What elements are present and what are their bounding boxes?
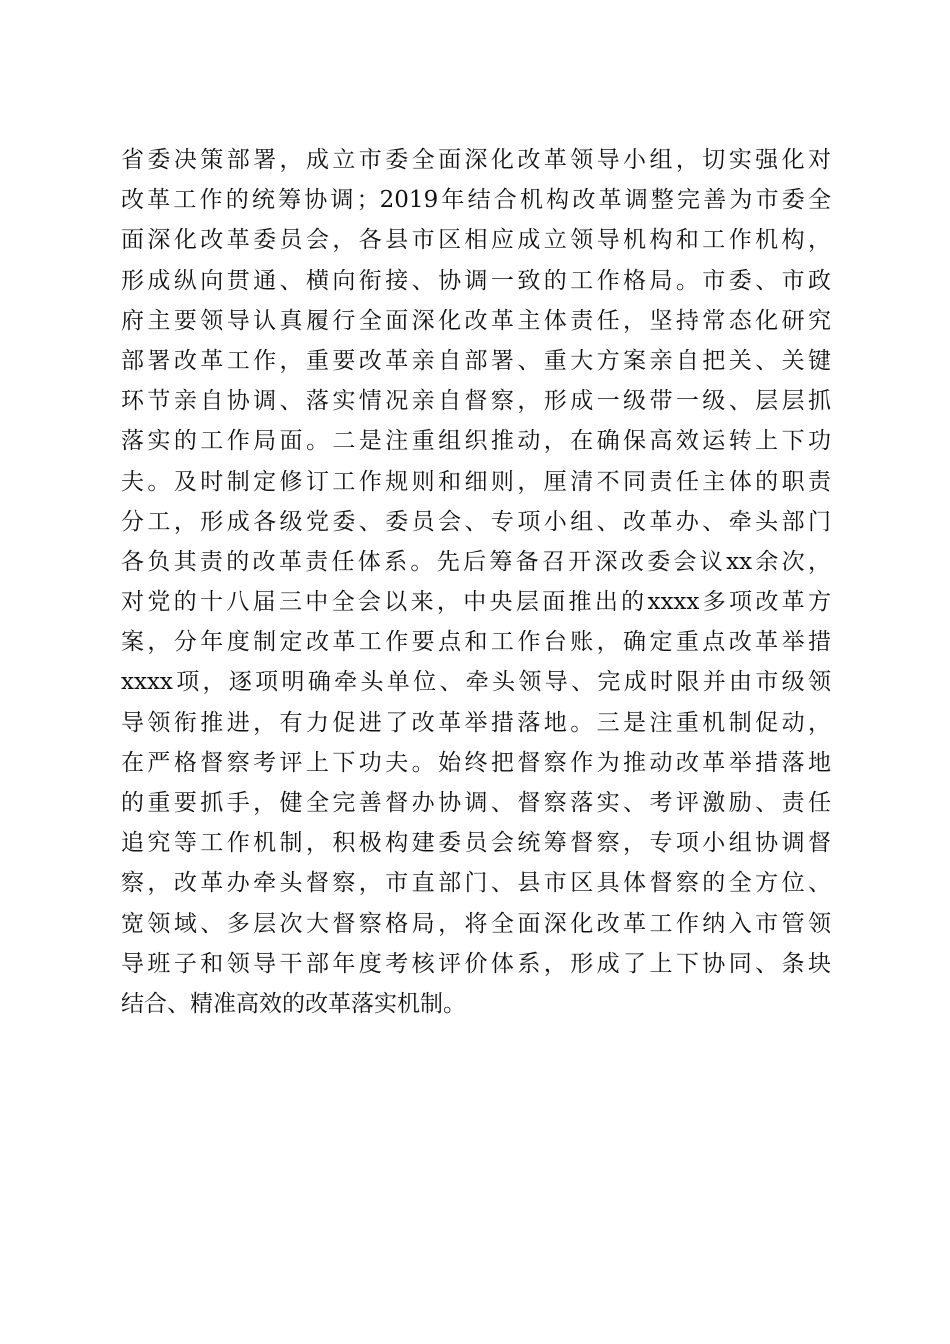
text-line: 落实的工作局面。二是注重组织推动，在确保高效运转上下功: [121, 428, 831, 455]
text-line: 分工，形成各级党委、委员会、专项小组、改革办、牵头部门: [121, 508, 831, 535]
text-line: 导领衔推进，有力促进了改革举措落地。三是注重机制促动，: [121, 709, 831, 736]
text-line: 在严格督察考评上下功夫。始终把督察作为推动改革举措落地: [121, 749, 831, 776]
text-line: 各负其责的改革责任体系。先后筹备召开深改委会议xx余次，: [121, 548, 831, 575]
text-line: 察，改革办牵头督察，市直部门、县市区具体督察的全方位、: [121, 870, 831, 897]
text-line: 结合、精准高效的改革落实机制。: [121, 990, 466, 1017]
text-line: xxxx项，逐项明确牵头单位、牵头领导、完成时限并由市级领: [121, 669, 831, 696]
text-line: 追究等工作机制，积极构建委员会统筹督察，专项小组协调督: [121, 830, 831, 857]
text-line: 宽领域、多层次大督察格局，将全面深化改革工作纳入市管领: [121, 910, 831, 937]
text-line: 部署改革工作，重要改革亲自部署、重大方案亲自把关、关键: [121, 347, 831, 374]
text-line: 夫。及时制定修订工作规则和细则，厘清不同责任主体的职责: [121, 468, 831, 495]
text-line: 改革工作的统筹协调；2019年结合机构改革调整完善为市委全: [121, 187, 831, 214]
text-line: 府主要领导认真履行全面深化改革主体责任，坚持常态化研究: [121, 307, 831, 334]
text-line: 面深化改革委员会，各县市区相应成立领导机构和工作机构，: [121, 227, 831, 254]
text-line: 形成纵向贯通、横向衔接、协调一致的工作格局。市委、市政: [121, 267, 831, 294]
text-line: 案，分年度制定改革工作要点和工作台账，确定重点改革举措: [121, 629, 831, 656]
text-line: 对党的十八届三中全会以来，中央层面推出的xxxx多项改革方: [121, 589, 831, 616]
text-line: 省委决策部署，成立市委全面深化改革领导小组，切实强化对: [121, 147, 831, 173]
body-paragraph: [121, 140, 831, 1024]
text-line: 环节亲自协调、落实情况亲自督察，形成一级带一级、层层抓: [121, 388, 831, 415]
text-line: 导班子和领导干部年度考核评价体系，形成了上下协同、条块: [121, 950, 831, 977]
text-line: 的重要抓手，健全完善督办协调、督察落实、考评激励、责任: [121, 790, 831, 816]
